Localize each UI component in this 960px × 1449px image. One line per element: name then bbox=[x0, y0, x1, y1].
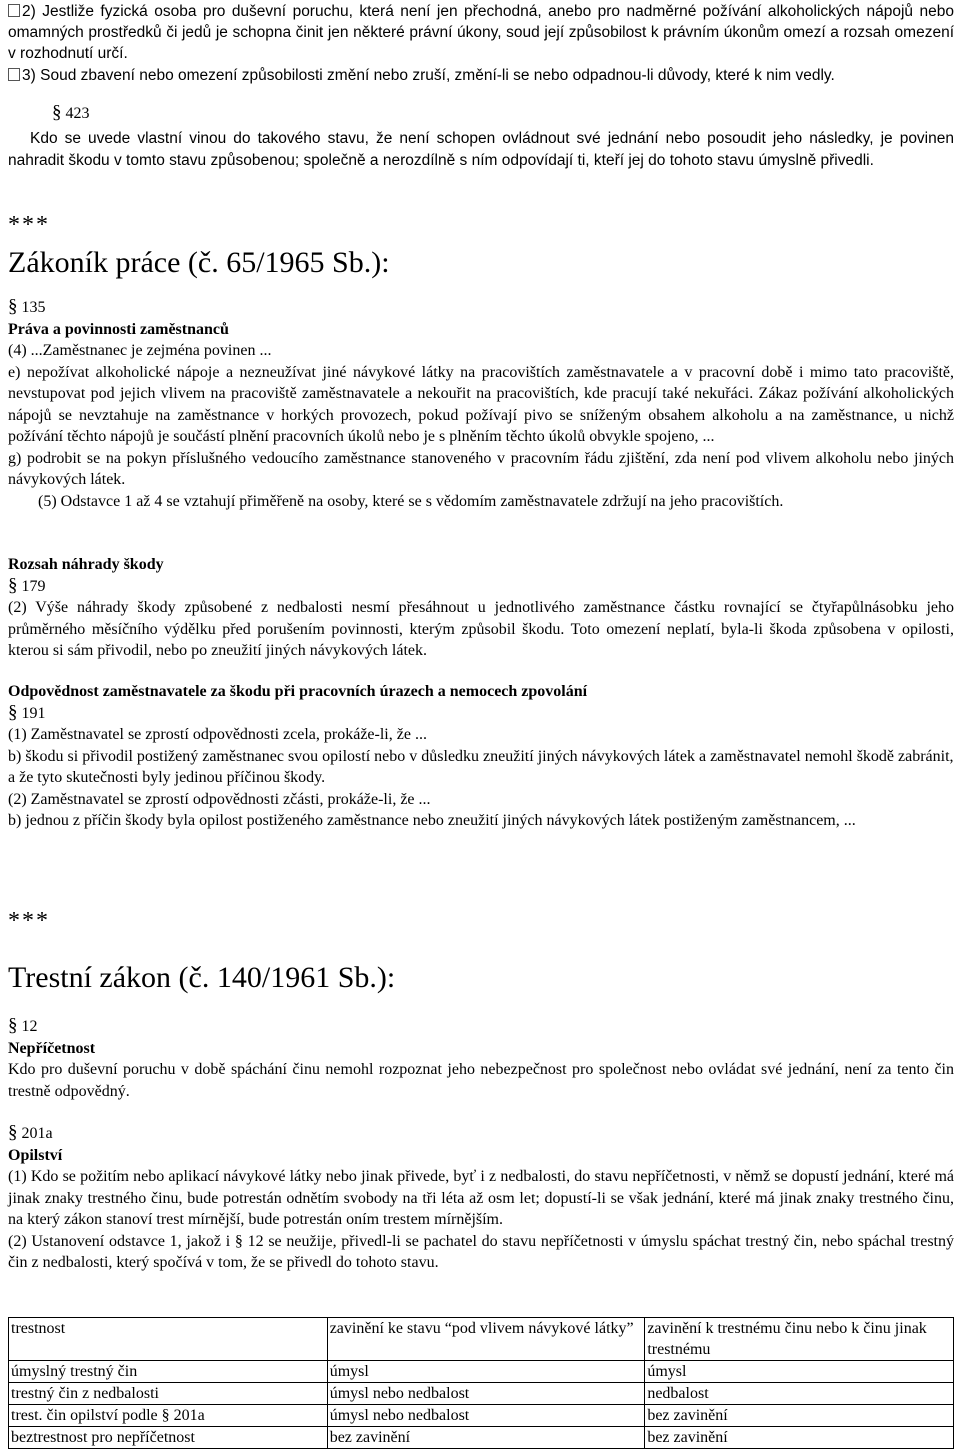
section-423 bbox=[8, 103, 954, 172]
section-179-number bbox=[8, 576, 954, 598]
section-191-1b: b) škodu si přivodil postižený zaměstnanec svou opilostí nebo v důsledku zneužití jiných návykových látek a zaměstnavatel nemohl škodě zabránit, bbox=[8, 747, 954, 765]
separator-stars: *** bbox=[8, 212, 50, 238]
section-179-heading: Rozsah náhrady škody bbox=[8, 556, 164, 573]
section-135-intro: (4) ...Zaměstnanec je zejména povinen ... bbox=[8, 342, 272, 359]
section-135-g: g) podrobit se na pokyn příslušného vedoucího zaměstnance stanoveného v pracovním řádu zjištění, zda není pod vlivem alkoholu nebo jiných návykových látek. bbox=[8, 449, 954, 488]
section-12-heading: Nepříčetnost bbox=[8, 1039, 96, 1057]
civil-item-2-text: Jestliže fyzická osoba pro duševní poruchu, která není jen přechodná, anebo pro nadměrné požívání alkoholických nápojů nebo omamných prostředků či jedů je schopna činit jen některé právní úkony, soud její způsobilost k právním úkonům omezí a rozsah omezení v rozhodnutí určí. bbox=[8, 3, 954, 62]
section-423-text: Kdo se uvede vlastní vinou do takového stavu, že není schopen ovládnout své jednání nebo posoudit jeho následky, je povinen nahradit škodu v tomto stavu způsobenou; společně a nerozdílně s ním odpovídají ti, kteří jej do tohoto stavu úmyslně přivedli. bbox=[8, 129, 954, 169]
paragraph-sign: § bbox=[8, 1015, 18, 1036]
section-number: 135 bbox=[21, 299, 46, 316]
missing-glyph-icon bbox=[8, 68, 20, 81]
section-number: 191 bbox=[21, 704, 46, 722]
section-201a-1: (1) Kdo se požitím nebo aplikací návykové látky nebo jinak přivede, byť i z nedbalosti, do stavu nepříčetnosti, v němž se dopustí jednání, které má jinak znaky trestného činu, bude potrestán odnětím svobody na tři léta až osm let; dopustí-li se však jednání, které má jinak znaky trestného činu, na který zákon stanoví trest mírnější, bude potrestán oním trestem mírnějším. bbox=[8, 1168, 954, 1228]
comparison-table-wrap bbox=[8, 1317, 954, 1449]
table-cell: bez zavinění bbox=[327, 1427, 645, 1449]
civil-code-excerpt bbox=[8, 1, 954, 86]
paragraph-sign: § bbox=[8, 701, 18, 723]
section-201a-heading: Opilství bbox=[8, 1146, 63, 1164]
section-135-e: e) nepožívat alkoholické nápoje a nezneužívat jiné návykové látky na pracovištích zaměstnavatele a v pracovní době i mimo tato pracoviště, nevstupovat pod jejich vlivem na pracoviště zaměstnavatele a nekouřit na pracovištích, kde pracují také nekuřáci. Zákaz požívání alkoholických nápojů se nevztahuje na zaměstnance v horkých provozech, pokud požívají pivo se sníženým obsahem alkoholu a na zaměstnance, u nichž požívání těchto nápojů je součástí plnění pracovních úkolů nebo je s plněním těchto úkolů obvykle spojeno, ... bbox=[8, 363, 954, 445]
section-12-number bbox=[8, 1016, 954, 1038]
paragraph-sign: § bbox=[8, 574, 18, 596]
section-number: 179 bbox=[21, 577, 46, 595]
table-cell: úmysl nebo nedbalost bbox=[327, 1405, 645, 1427]
table-row bbox=[9, 1427, 954, 1449]
civil-item-3 bbox=[8, 65, 954, 86]
missing-glyph-icon bbox=[8, 4, 20, 17]
civil-item-2 bbox=[8, 1, 954, 64]
section-12-text: Kdo pro duševní poruchu v době spáchání činu nemohl rozpoznat jeho nebezpečnost pro společnost nebo ovládat své jednání, není za tento čin trestně odpovědný. bbox=[8, 1061, 954, 1100]
section-number: 12 bbox=[21, 1018, 38, 1035]
table-cell: nedbalost bbox=[645, 1383, 954, 1405]
section-191-2: (2) Zaměstnavatel se zprostí odpovědnosti zčásti, prokáže-li, že ... bbox=[8, 790, 431, 808]
section-179-text: (2) Výše náhrady škody způsobené z nedbalosti nesmí přesáhnout u jednotlivého zaměstnance částku rovnající se čtyřapůlnásobku jeho průměrného měsíčního výdělku před porušením povinnosti, kterým způsobil škodu. Toto omezení neplatí, byla-li škoda způsobena v opilosti, kterou si sám přivodil, nebo po zneužití jiných návykových látek. bbox=[8, 599, 954, 659]
table-cell: úmyslný trestný čin bbox=[9, 1361, 328, 1383]
section-number: 423 bbox=[65, 105, 90, 122]
table-cell: trest. čin opilství podle § 201a bbox=[9, 1405, 328, 1427]
table-cell: bez zavinění bbox=[645, 1405, 954, 1427]
section-135-number bbox=[8, 297, 954, 319]
section-135 bbox=[8, 297, 954, 512]
table-cell: zavinění k trestnému činu nebo k činu jinak trestnému bbox=[645, 1318, 954, 1361]
table-row bbox=[9, 1318, 954, 1361]
table-cell: trestnost bbox=[9, 1318, 328, 1361]
civil-item-3-num: 3) bbox=[22, 67, 36, 84]
section-191-1c: a že tyto skutečnosti byly jedinou příčinou škody. bbox=[8, 769, 326, 786]
section-191-1: (1) Zaměstnavatel se zprostí odpovědnosti zcela, prokáže-li, že ... bbox=[8, 726, 427, 743]
separator-stars-2: *** bbox=[8, 908, 50, 934]
section-179 bbox=[8, 554, 954, 662]
labour-code-title: Zákoník práce (č. 65/1965 Sb.): bbox=[8, 246, 390, 279]
section-135-heading: Práva a povinnosti zaměstnanců bbox=[8, 320, 229, 338]
paragraph-sign: § bbox=[8, 296, 18, 317]
table-row bbox=[9, 1383, 954, 1405]
comparison-table bbox=[8, 1317, 954, 1449]
table-cell: úmysl bbox=[327, 1361, 645, 1383]
section-135-5: (5) Odstavce 1 až 4 se vztahují přiměřeně na osoby, které se s vědomím zaměstnavatele zdržují na jeho pracovištích. bbox=[38, 492, 784, 510]
section-191-heading: Odpovědnost zaměstnavatele za škodu při pracovních úrazech a nemocech zpovolání bbox=[8, 683, 588, 700]
civil-item-2-num: 2) bbox=[22, 3, 36, 20]
section-12 bbox=[8, 1016, 954, 1102]
section-423-number bbox=[8, 103, 954, 125]
section-201a bbox=[8, 1123, 954, 1274]
table-row bbox=[9, 1405, 954, 1427]
table-cell: beztrestnost pro nepříčetnost bbox=[9, 1427, 328, 1449]
section-number: 201a bbox=[21, 1125, 53, 1142]
section-191-2b: b) jednou z příčin škody byla opilost postiženého zaměstnance nebo zneužití jiných návykových látek postiženým zaměstnancem, ... bbox=[8, 812, 856, 829]
table-cell: trestný čin z nedbalosti bbox=[9, 1383, 328, 1405]
section-201a-2: (2) Ustanovení odstavce 1, jakož i § 12 se neužije, přivedl-li se pachatel do stavu nepříčetnosti v úmyslu spáchat trestný čin, nebo spáchal trestný čin z nedbalosti, který spočívá v tom, že se přivedl do tohoto stavu. bbox=[8, 1232, 954, 1271]
table-cell: úmysl bbox=[645, 1361, 954, 1383]
table-cell: zavinění ke stavu “pod vlivem návykové látky” bbox=[327, 1318, 645, 1361]
section-201a-number bbox=[8, 1123, 954, 1145]
criminal-code-title: Trestní zákon (č. 140/1961 Sb.): bbox=[8, 961, 396, 994]
paragraph-sign: § bbox=[8, 1122, 18, 1143]
paragraph-sign: § bbox=[52, 102, 62, 123]
section-191 bbox=[8, 681, 954, 832]
table-cell: bez zavinění bbox=[645, 1427, 954, 1449]
table-cell: úmysl nebo nedbalost bbox=[327, 1383, 645, 1405]
table-row bbox=[9, 1361, 954, 1383]
section-191-number bbox=[8, 703, 954, 725]
civil-item-3-text: Soud zbavení nebo omezení způsobilosti změní nebo zruší, změní-li se nebo odpadnou-li důvody, které k nim vedly. bbox=[40, 67, 835, 84]
